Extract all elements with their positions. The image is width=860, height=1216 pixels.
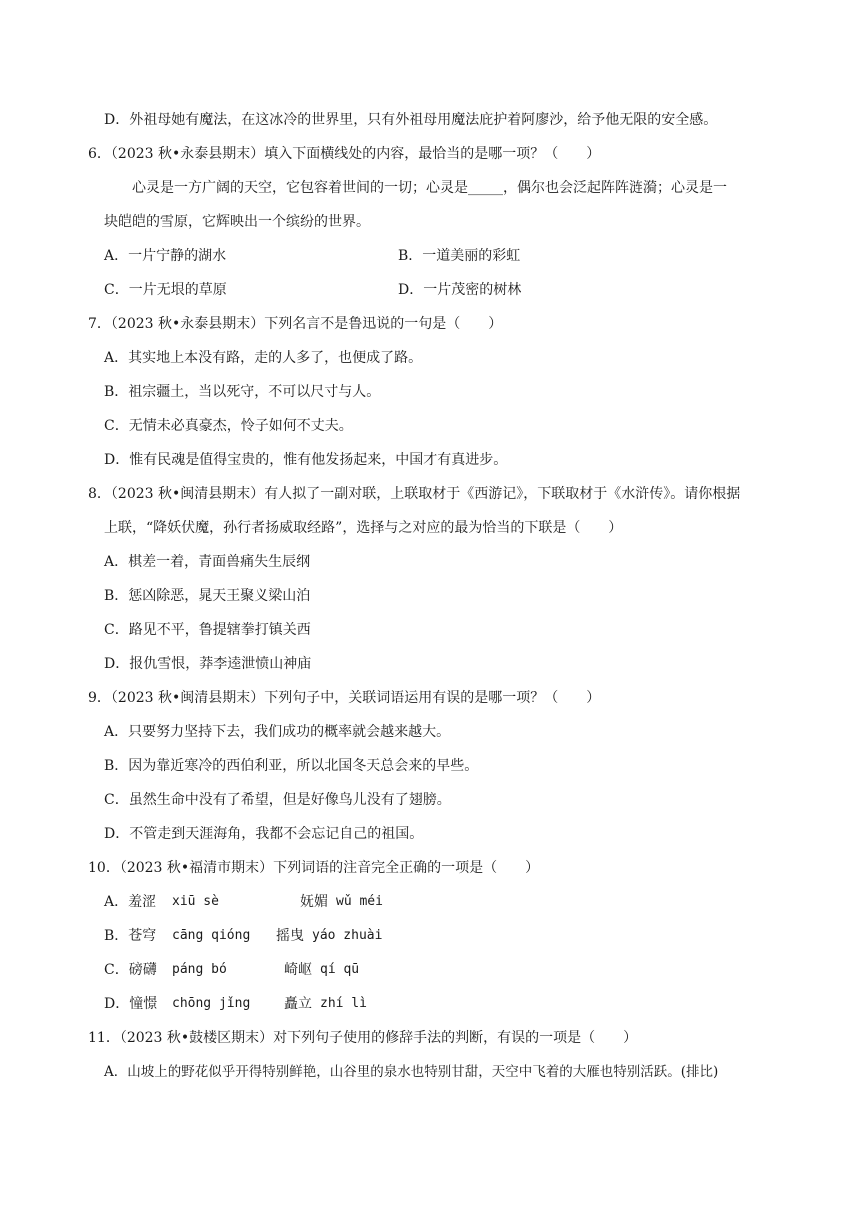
q10-option-c-word2: 崎岖 [284,962,312,978]
q10-option-d-word2: 矗立 [284,996,312,1012]
q10-option-b-pinyin1: cāng qióng [172,928,251,943]
q7-option-d: D．惟有民魂是值得宝贵的，惟有他发扬起来，中国才有真进步。 [104,452,508,468]
q10-option-b-pinyin2: yáo zhuài [312,928,383,943]
q11-stem: 11．（2023 秋•鼓楼区期末）对下列句子使用的修辞手法的判断，有误的一项是（ ） [88,1030,638,1046]
q10-option-a-word1: A．羞涩 [104,894,157,910]
q8-option-b: B．惩凶除恶，晁天王聚义梁山泊 [104,588,311,604]
q7-option-c: C．无情未必真豪杰，怜子如何不丈夫。 [104,418,353,434]
q10-option-d-pinyin1: chōng jǐng [172,996,251,1011]
q10-option-c-word1: C．磅礴 [104,962,157,978]
q6-option-c: C．一片无垠的草原 [104,282,227,298]
q6-option-b: B．一道美丽的彩虹 [398,248,521,264]
q6-passage-line1: 心灵是一方广阔的天空，它包容着世间的一切；心灵是_____，偶尔也会泛起阵阵涟漪；心灵是一 [132,180,727,196]
q9-stem: 9．（2023 秋•闽清县期末）下列句子中，关联词语运用有误的是哪一项？（ ） [88,690,601,706]
q7-stem: 7．（2023 秋•永泰县期末）下列名言不是鲁迅说的一句是（ ） [88,316,503,332]
q10-option-a-pinyin1: xiū sè [172,894,219,909]
q10-option-a-word2: 妩媚 [300,894,328,910]
q10-option-b-word2: 摇曳 [276,928,304,944]
q8-stem-line1: 8．（2023 秋•闽清县期末）有人拟了一副对联，上联取材于《西游记》，下联取材于《水浒传》。请你根据 [88,486,741,502]
q6-stem: 6．（2023 秋•永泰县期末）填入下面横线处的内容，最恰当的是哪一项？（ ） [88,146,601,162]
q10-option-b-word1: B．苍穹 [104,928,157,944]
q7-option-a: A．其实地上本没有路，走的人多了，也便成了路。 [104,350,423,366]
q7-option-b: B．祖宗疆土，当以死守，不可以尺寸与人。 [104,384,381,400]
q8-option-a: A．棋差一着，青面兽痛失生辰纲 [104,554,311,570]
q6-option-a: A．一片宁静的湖水 [104,248,227,264]
q11-option-a: A．山坡上的野花似乎开得特别鲜艳，山谷里的泉水也特别甘甜，天空中飞着的大雁也特别活跃。(排比) [104,1064,719,1080]
q8-stem-line2: 上联，“降妖伏魔，孙行者扬威取经路”，选择与之对应的最为恰当的下联是（ ） [104,520,623,536]
q10-option-a-pinyin2: wǔ méi [336,894,383,909]
q10-option-d-pinyin2: zhí lì [320,996,367,1011]
q8-option-c: C．路见不平，鲁提辖拳打镇关西 [104,622,311,638]
q5-option-d: D．外祖母她有魔法，在这冰冷的世界里，只有外祖母用魔法庇护着阿廖沙，给予他无限的安全感。 [104,112,718,128]
q6-option-d: D．一片茂密的树林 [398,282,522,298]
q10-stem: 10．（2023 秋•福清市期末）下列词语的注音完全正确的一项是（ ） [88,860,540,876]
q8-option-d: D．报仇雪恨，莽李逵泄愤山神庙 [104,656,312,672]
q9-option-a: A．只要努力坚持下去，我们成功的概率就会越来越大。 [104,724,451,740]
q10-option-c-pinyin1: páng bó [172,962,227,977]
q10-option-c-pinyin2: qí qū [320,962,360,977]
q9-option-d: D．不管走到天涯海角，我都不会忘记自己的祖国。 [104,826,424,842]
q10-option-d-word1: D．憧憬 [104,996,158,1012]
q9-option-b: B．因为靠近寒冷的西伯利亚，所以北国冬天总会来的早些。 [104,758,479,774]
q6-passage-line2: 块皑皑的雪原，它辉映出一个缤纷的世界。 [104,214,370,230]
q9-option-c: C．虽然生命中没有了希望，但是好像鸟儿没有了翅膀。 [104,792,451,808]
